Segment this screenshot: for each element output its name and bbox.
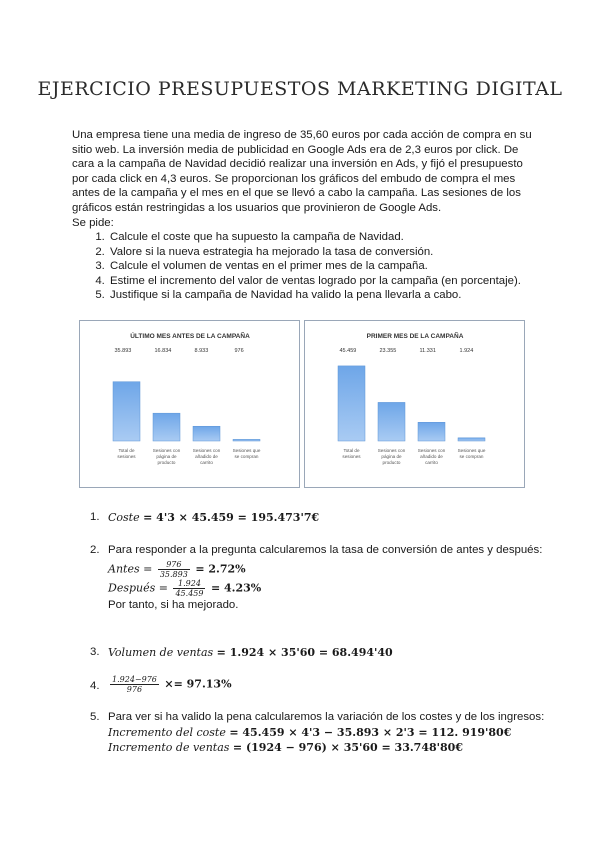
se-pide-label: Se pide: — [72, 216, 114, 229]
answer-5-text: Para ver si ha valido la pena calcularemos la variación de los costes y de los ingresos: — [108, 711, 545, 723]
chart-bar — [113, 382, 140, 441]
despues-numerator: 1.924 — [173, 579, 205, 589]
answer-2-conclusion: Por tanto, si ha mejorado. — [108, 599, 239, 611]
antes-formula — [108, 560, 548, 579]
answer-number: 1. — [90, 511, 100, 523]
coste-label: Coste — [108, 511, 140, 524]
antes-denominator: 35.893 — [159, 570, 188, 579]
answer-2-body — [108, 543, 548, 613]
chart-category-label: Sesiones con añadido de carrito — [417, 448, 446, 465]
answer-number: 5. — [90, 711, 100, 723]
chart-bar — [193, 426, 220, 441]
answer-3-formula — [108, 645, 548, 660]
chart-category-label: Total de sesiones — [342, 448, 361, 459]
chart-category-label: Sesiones con añadido de carrito — [192, 448, 221, 465]
chart-value-label: 35.893 — [114, 348, 132, 354]
chart-first-month — [304, 320, 525, 488]
chart-bar — [338, 366, 365, 441]
answer-5-body — [108, 710, 548, 755]
despues-fraction — [173, 579, 205, 598]
increment-numerator: 1.924−976 — [112, 675, 157, 684]
answer-1-formula — [108, 510, 548, 525]
incremento-ventas-formula — [108, 740, 548, 755]
incremento-coste-label: Incremento del coste — [108, 726, 226, 739]
answer-number: 3. — [90, 646, 100, 658]
page-title: EJERCICIO PRESUPUESTOS MARKETING DIGITAL — [37, 78, 563, 100]
chart-title: PRIMER MES DE LA CAMPAÑA — [366, 333, 464, 340]
chart-category-label: Sesiones que se compran — [232, 448, 261, 459]
chart-category-label: Sesiones que se compran — [457, 448, 486, 459]
task-list — [72, 230, 542, 303]
task-item: 4. Estime el incremento del valor de ventas logrado por la campaña (en porcentaje). — [108, 274, 542, 289]
despues-formula — [108, 579, 548, 598]
chart-bar — [458, 438, 485, 441]
chart-before-campaign — [79, 320, 300, 488]
problem-statement — [72, 128, 532, 230]
antes-numerator: 976 — [158, 560, 190, 570]
despues-result: = 4.23% — [210, 581, 262, 595]
volumen-label: Volumen de ventas — [108, 646, 214, 659]
antes-result: = 2.72% — [195, 562, 246, 576]
answer-number: 2. — [90, 544, 100, 556]
intro-paragraph: Una empresa tiene una media de ingreso de 35,60 euros por cada acción de compra en su sitio web. La inversión media de publicidad en Google Ads era de 2,3 euros por click. De cara a la campaña de Navidad decidió realizar una inversión en Ads, y fijó el presupuesto por cada click en 4,3 euros. Se proporcionan los gráficos del embudo de compra el mes antes de la campaña y el mes en el que se llevó a cabo la campaña. Las sesiones de los gráficos están restringidas a los usuarios que provinieron de Google Ads. — [72, 129, 532, 214]
chart-svg-first-month — [305, 321, 526, 489]
chart-value-label: 976 — [234, 348, 244, 354]
chart-value-label: 8.933 — [194, 348, 209, 354]
task-item: 1. Calcule el coste que ha supuesto la campaña de Navidad. — [108, 230, 542, 245]
chart-bar — [418, 422, 445, 441]
task-item: 3. Calcule el volumen de ventas en el primer mes de la campaña. — [108, 259, 542, 274]
incremento-coste-formula — [108, 725, 548, 740]
antes-label: Antes = — [108, 562, 153, 576]
chart-category-label: Sesiones con página de producto — [152, 448, 181, 465]
despues-label: Después = — [108, 581, 168, 595]
chart-svg-before — [80, 321, 301, 489]
task-item: 5. Justifique si la campaña de Navidad ha valido la pena llevarla a cabo. — [108, 288, 542, 303]
antes-fraction — [158, 560, 190, 579]
increment-denominator: 976 — [126, 685, 143, 694]
chart-value-label: 1.924 — [459, 348, 474, 354]
chart-category-label: Sesiones con página de producto — [377, 448, 406, 465]
chart-bar — [378, 402, 405, 441]
chart-bar — [153, 413, 180, 441]
chart-value-label: 45.459 — [339, 348, 357, 354]
incremento-coste-expression: = 45.459 × 4'3 − 35.893 × 2'3 = 112. 919'80€ — [229, 726, 512, 739]
chart-value-label: 11.331 — [419, 348, 436, 354]
incremento-ventas-expression: = (1924 − 976) × 35'60 = 33.748'80€ — [232, 741, 463, 754]
chart-category-label: Total de sesiones — [117, 448, 136, 459]
increment-fraction — [110, 675, 159, 694]
answer-number: 4. — [90, 680, 100, 692]
task-item: 2. Valore si la nueva estrategia ha mejorado la tasa de conversión. — [108, 245, 542, 260]
chart-value-label: 23.355 — [379, 348, 397, 354]
chart-title: ÚLTIMO MES ANTES DE LA CAMPAÑA — [130, 333, 250, 340]
chart-value-label: 16.834 — [154, 348, 172, 354]
despues-denominator: 45.459 — [175, 589, 204, 598]
answer-2-text: Para responder a la pregunta calcularemos la tasa de conversión de antes y después: — [108, 544, 543, 556]
answer-4-formula — [108, 675, 548, 694]
incremento-ventas-label: Incremento de ventas — [108, 741, 230, 754]
chart-bar — [233, 439, 260, 441]
coste-expression: = 4'3 × 45.459 = 195.473'7€ — [143, 511, 320, 524]
increment-result: ×= 97.13% — [164, 677, 232, 691]
volumen-expression: = 1.924 × 35'60 = 68.494'40 — [216, 646, 393, 659]
